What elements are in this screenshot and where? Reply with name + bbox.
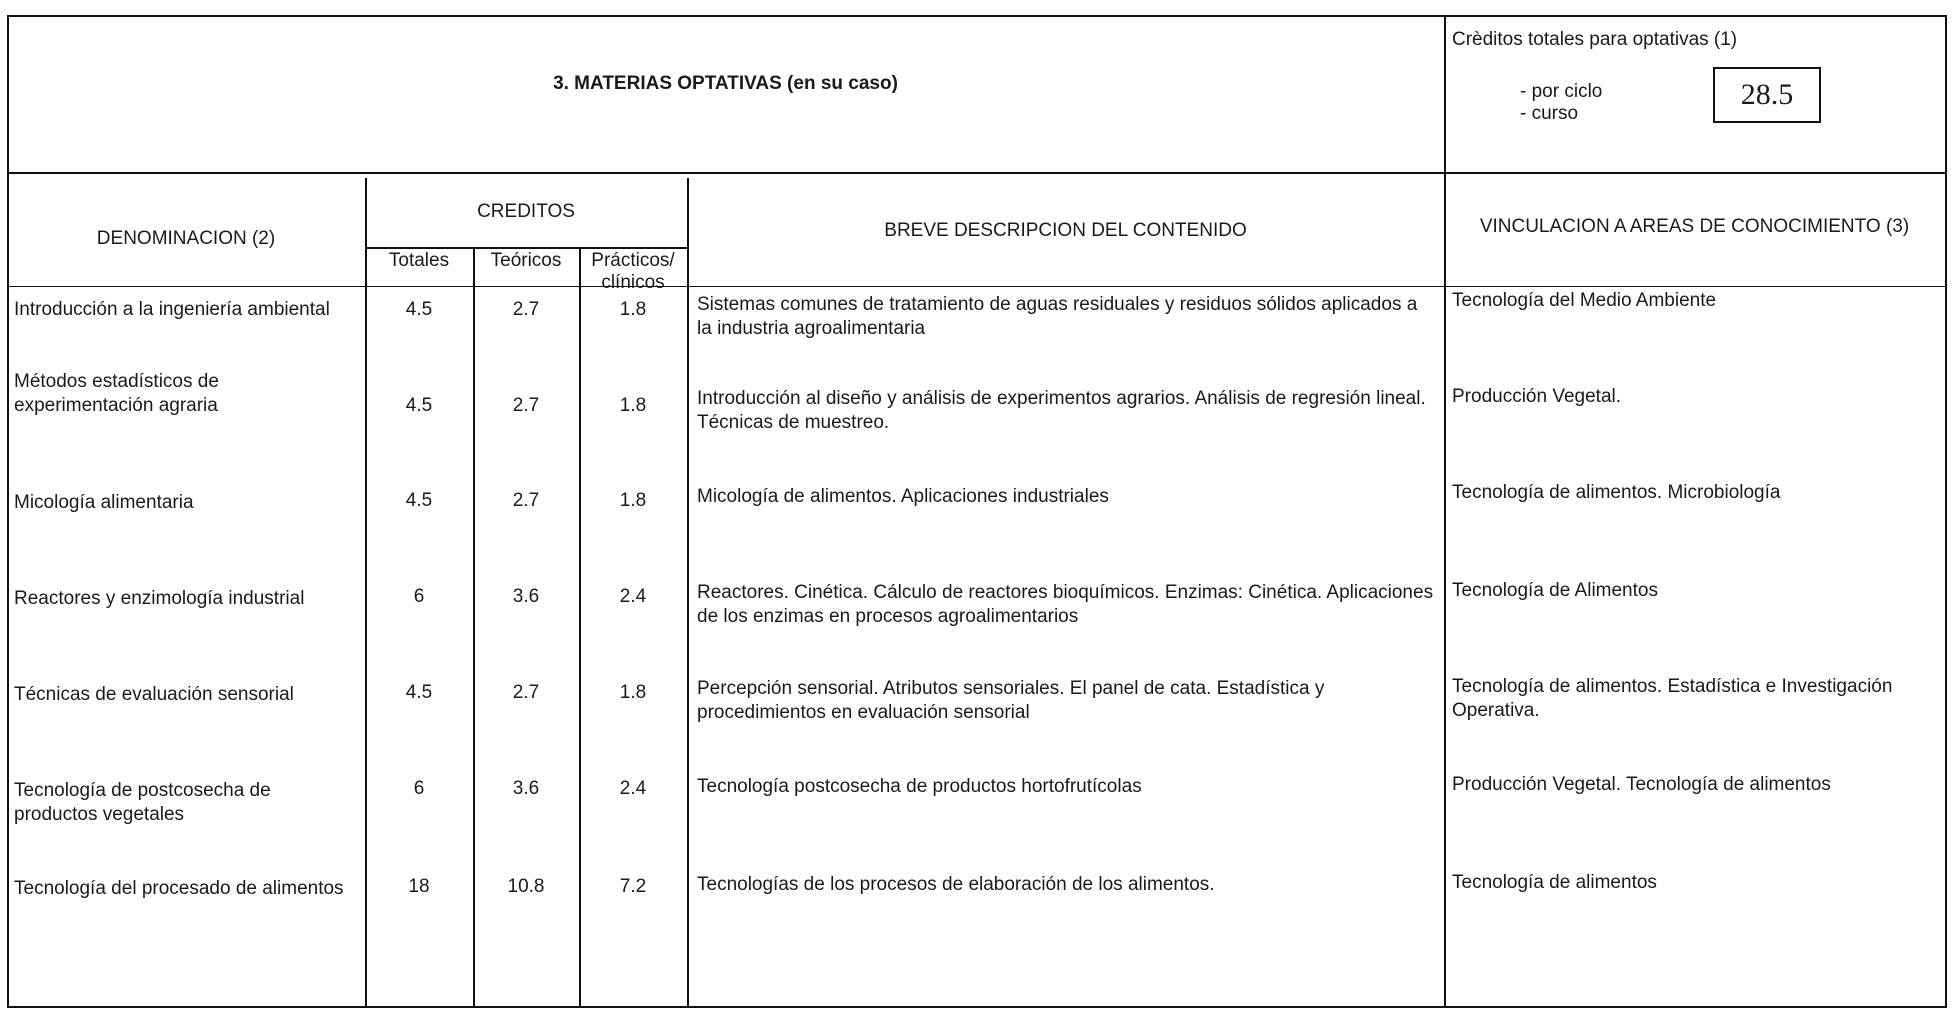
row-1-totales: 4.5 <box>405 299 433 320</box>
row-5-denominacion: Técnicas de evaluación sensorial <box>14 684 294 705</box>
row-7-teoricos: 10.8 <box>507 876 545 897</box>
curso-label: - curso <box>1520 103 1579 124</box>
row-6-practicos: 2.4 <box>619 778 647 799</box>
table-border-right <box>1945 15 1947 1008</box>
row-5-vinculacion: Tecnología de alimentos. Estadística e Investigación Operativa. <box>1452 676 1893 721</box>
row-3-descripcion: Micología de alimentos. Aplicaciones industriales <box>697 486 1109 507</box>
credits-total-label: Crèditos totales para optativas (1) <box>1452 29 1738 50</box>
row-1-vinculacion: Tecnología del Medio Ambiente <box>1452 290 1717 311</box>
row-7-denominacion: Tecnología del procesado de alimentos <box>14 878 344 899</box>
row-1-descripcion: Sistemas comunes de tratamiento de aguas residuales y residuos sólidos aplicados a la industria agroalimentaria <box>697 294 1418 339</box>
row-6-teoricos: 3.6 <box>512 778 540 799</box>
column-header-creditos: CREDITOS <box>477 201 575 222</box>
title-divider-vertical <box>1444 15 1446 1008</box>
row-7-descripcion: Tecnologías de los procesos de elaboración de los alimentos. <box>697 874 1215 895</box>
header-divider <box>7 172 1947 174</box>
row-3-denominacion: Micología alimentaria <box>14 492 194 513</box>
row-2-teoricos: 2.7 <box>512 395 540 416</box>
column-divider-descripcion <box>687 178 689 1008</box>
row-6-totales: 6 <box>413 778 425 799</box>
row-2-practicos: 1.8 <box>619 395 647 416</box>
row-5-totales: 4.5 <box>405 682 433 703</box>
row-3-teoricos: 2.7 <box>512 490 540 511</box>
row-1-denominacion: Introducción a la ingeniería ambiental <box>14 299 330 320</box>
row-4-totales: 6 <box>413 586 425 607</box>
row-3-vinculacion: Tecnología de alimentos. Microbiología <box>1452 482 1781 503</box>
row-4-descripcion: Reactores. Cinética. Cálculo de reactores bioquímicos. Enzimas: Cinética. Aplicaciones de los enzimas en procesos agroalimentarios <box>697 582 1434 627</box>
row-6-descripcion: Tecnología postcosecha de productos hortofrutícolas <box>697 776 1142 797</box>
row-6-vinculacion: Producción Vegetal. Tecnología de alimentos <box>1452 774 1831 795</box>
table-border-left <box>7 15 9 1008</box>
row-1-practicos: 1.8 <box>619 299 647 320</box>
row-2-totales: 4.5 <box>405 395 433 416</box>
column-header-bottom-line <box>7 286 1947 287</box>
row-5-teoricos: 2.7 <box>512 682 540 703</box>
column-header-teoricos: Teóricos <box>490 250 562 271</box>
row-4-denominacion: Reactores y enzimología industrial <box>14 588 305 609</box>
row-7-totales: 18 <box>408 876 430 897</box>
section-title: 3. MATERIAS OPTATIVAS (en su caso) <box>553 73 898 94</box>
column-header-totales: Totales <box>388 250 450 271</box>
row-3-totales: 4.5 <box>405 490 433 511</box>
row-2-descripcion: Introducción al diseño y análisis de experimentos agrarios. Análisis de regresión lineal. Técnicas de muestreo. <box>697 388 1426 433</box>
row-3-practicos: 1.8 <box>619 490 647 511</box>
por-ciclo-label: - por ciclo <box>1520 81 1603 102</box>
table-border-top <box>7 15 1947 17</box>
column-header-practicos-line1: Prácticos/ <box>591 250 675 271</box>
column-header-descripcion: BREVE DESCRIPCION DEL CONTENIDO <box>884 220 1247 241</box>
row-5-practicos: 1.8 <box>619 682 647 703</box>
column-header-vinculacion: VINCULACION A AREAS DE CONOCIMIENTO (3) <box>1479 216 1910 237</box>
row-7-practicos: 7.2 <box>619 876 647 897</box>
column-header-practicos-line2: clínicos <box>601 272 665 293</box>
row-2-denominacion: Métodos estadísticos de experimentación agraria <box>14 371 219 416</box>
row-4-practicos: 2.4 <box>619 586 647 607</box>
column-header-denominacion: DENOMINACION (2) <box>96 228 276 249</box>
credits-value-box: 28.5 <box>1713 67 1821 123</box>
row-1-teoricos: 2.7 <box>512 299 540 320</box>
row-2-vinculacion: Producción Vegetal. <box>1452 386 1622 407</box>
row-4-vinculacion: Tecnología de Alimentos <box>1452 580 1658 601</box>
table-border-bottom <box>7 1006 1947 1008</box>
row-6-denominacion: Tecnología de postcosecha de productos vegetales <box>14 780 271 825</box>
row-5-descripcion: Percepción sensorial. Atributos sensoriales. El panel de cata. Estadística y procedimientos en evaluación sensorial <box>697 678 1325 723</box>
row-7-vinculacion: Tecnología de alimentos <box>1452 872 1657 893</box>
row-4-teoricos: 3.6 <box>512 586 540 607</box>
